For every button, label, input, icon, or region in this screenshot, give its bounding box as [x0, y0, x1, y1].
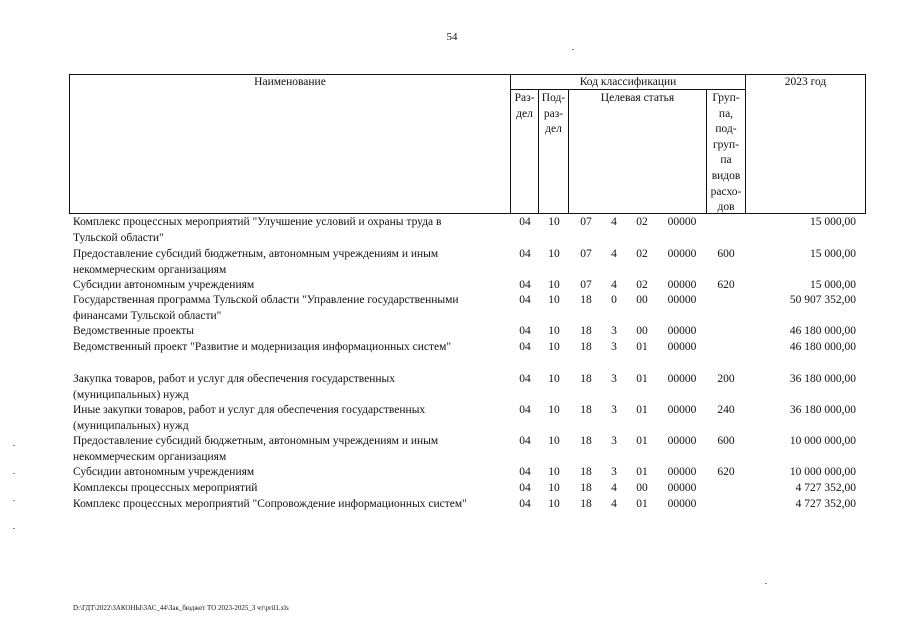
scan-speck	[765, 583, 767, 584]
scan-speck	[13, 473, 15, 474]
scan-speck	[572, 49, 574, 50]
row-name: Комплексы процессных мероприятий	[73, 482, 258, 494]
header-podrazdel: Под- раз- дел	[541, 92, 566, 136]
row-name: Ведомственные проекты	[73, 325, 194, 337]
row-name: Комплекс процессных мероприятий "Сопровождение информационных систем"	[73, 498, 467, 510]
row-name: Субсидии автономным учреждениям	[73, 466, 255, 478]
header-right-border	[865, 74, 866, 214]
header-target: Целевая статья	[600, 92, 675, 104]
header-name: Наименование	[254, 76, 326, 88]
page-number: 54	[446, 31, 458, 43]
row-name: Иные закупки товаров, работ и услуг для обеспечения государственных (муниципальных) нужд	[73, 404, 426, 432]
header-code: Код классификации	[579, 76, 677, 88]
row-name: Предоставление субсидий бюджетным, автономным учреждениям и иным некоммерческим организациям	[73, 435, 439, 463]
header-razdel: Раз- дел	[514, 92, 535, 120]
scan-speck	[13, 500, 15, 501]
row-name: Закупка товаров, работ и услуг для обеспечения государственных (муниципальных) нужд	[73, 373, 396, 401]
row-name: Предоставление субсидий бюджетным, автономным учреждениям и иным некоммерческим организациям	[73, 248, 439, 276]
footer-file-path: D:\ГДТ\2022\ЗАКОНЫ\ЗАС_44\Зак_бюджет ТО 2023-2025_3 чт\pril1.xls	[73, 604, 289, 612]
header-divider-podrazdel	[568, 89, 569, 214]
header-left-border	[69, 74, 70, 214]
row-name: Государственная программа Тульской области "Управление государственными финансами Тульской области"	[73, 294, 459, 322]
header-group: Груп- па, под- груп- па видов расхо- дов	[710, 92, 742, 214]
header-bottom-border	[69, 213, 866, 214]
row-name: Субсидии автономным учреждениям	[73, 279, 255, 291]
scan-speck	[13, 528, 15, 529]
scan-speck	[13, 445, 15, 446]
header-divider-code	[745, 74, 746, 214]
row-name: Комплекс процессных мероприятий "Улучшение условий и охраны труда в Тульской области"	[73, 216, 442, 244]
row-name: Ведомственный проект "Развитие и модернизация информационных систем"	[73, 341, 452, 353]
header-year: 2023 год	[784, 76, 827, 88]
